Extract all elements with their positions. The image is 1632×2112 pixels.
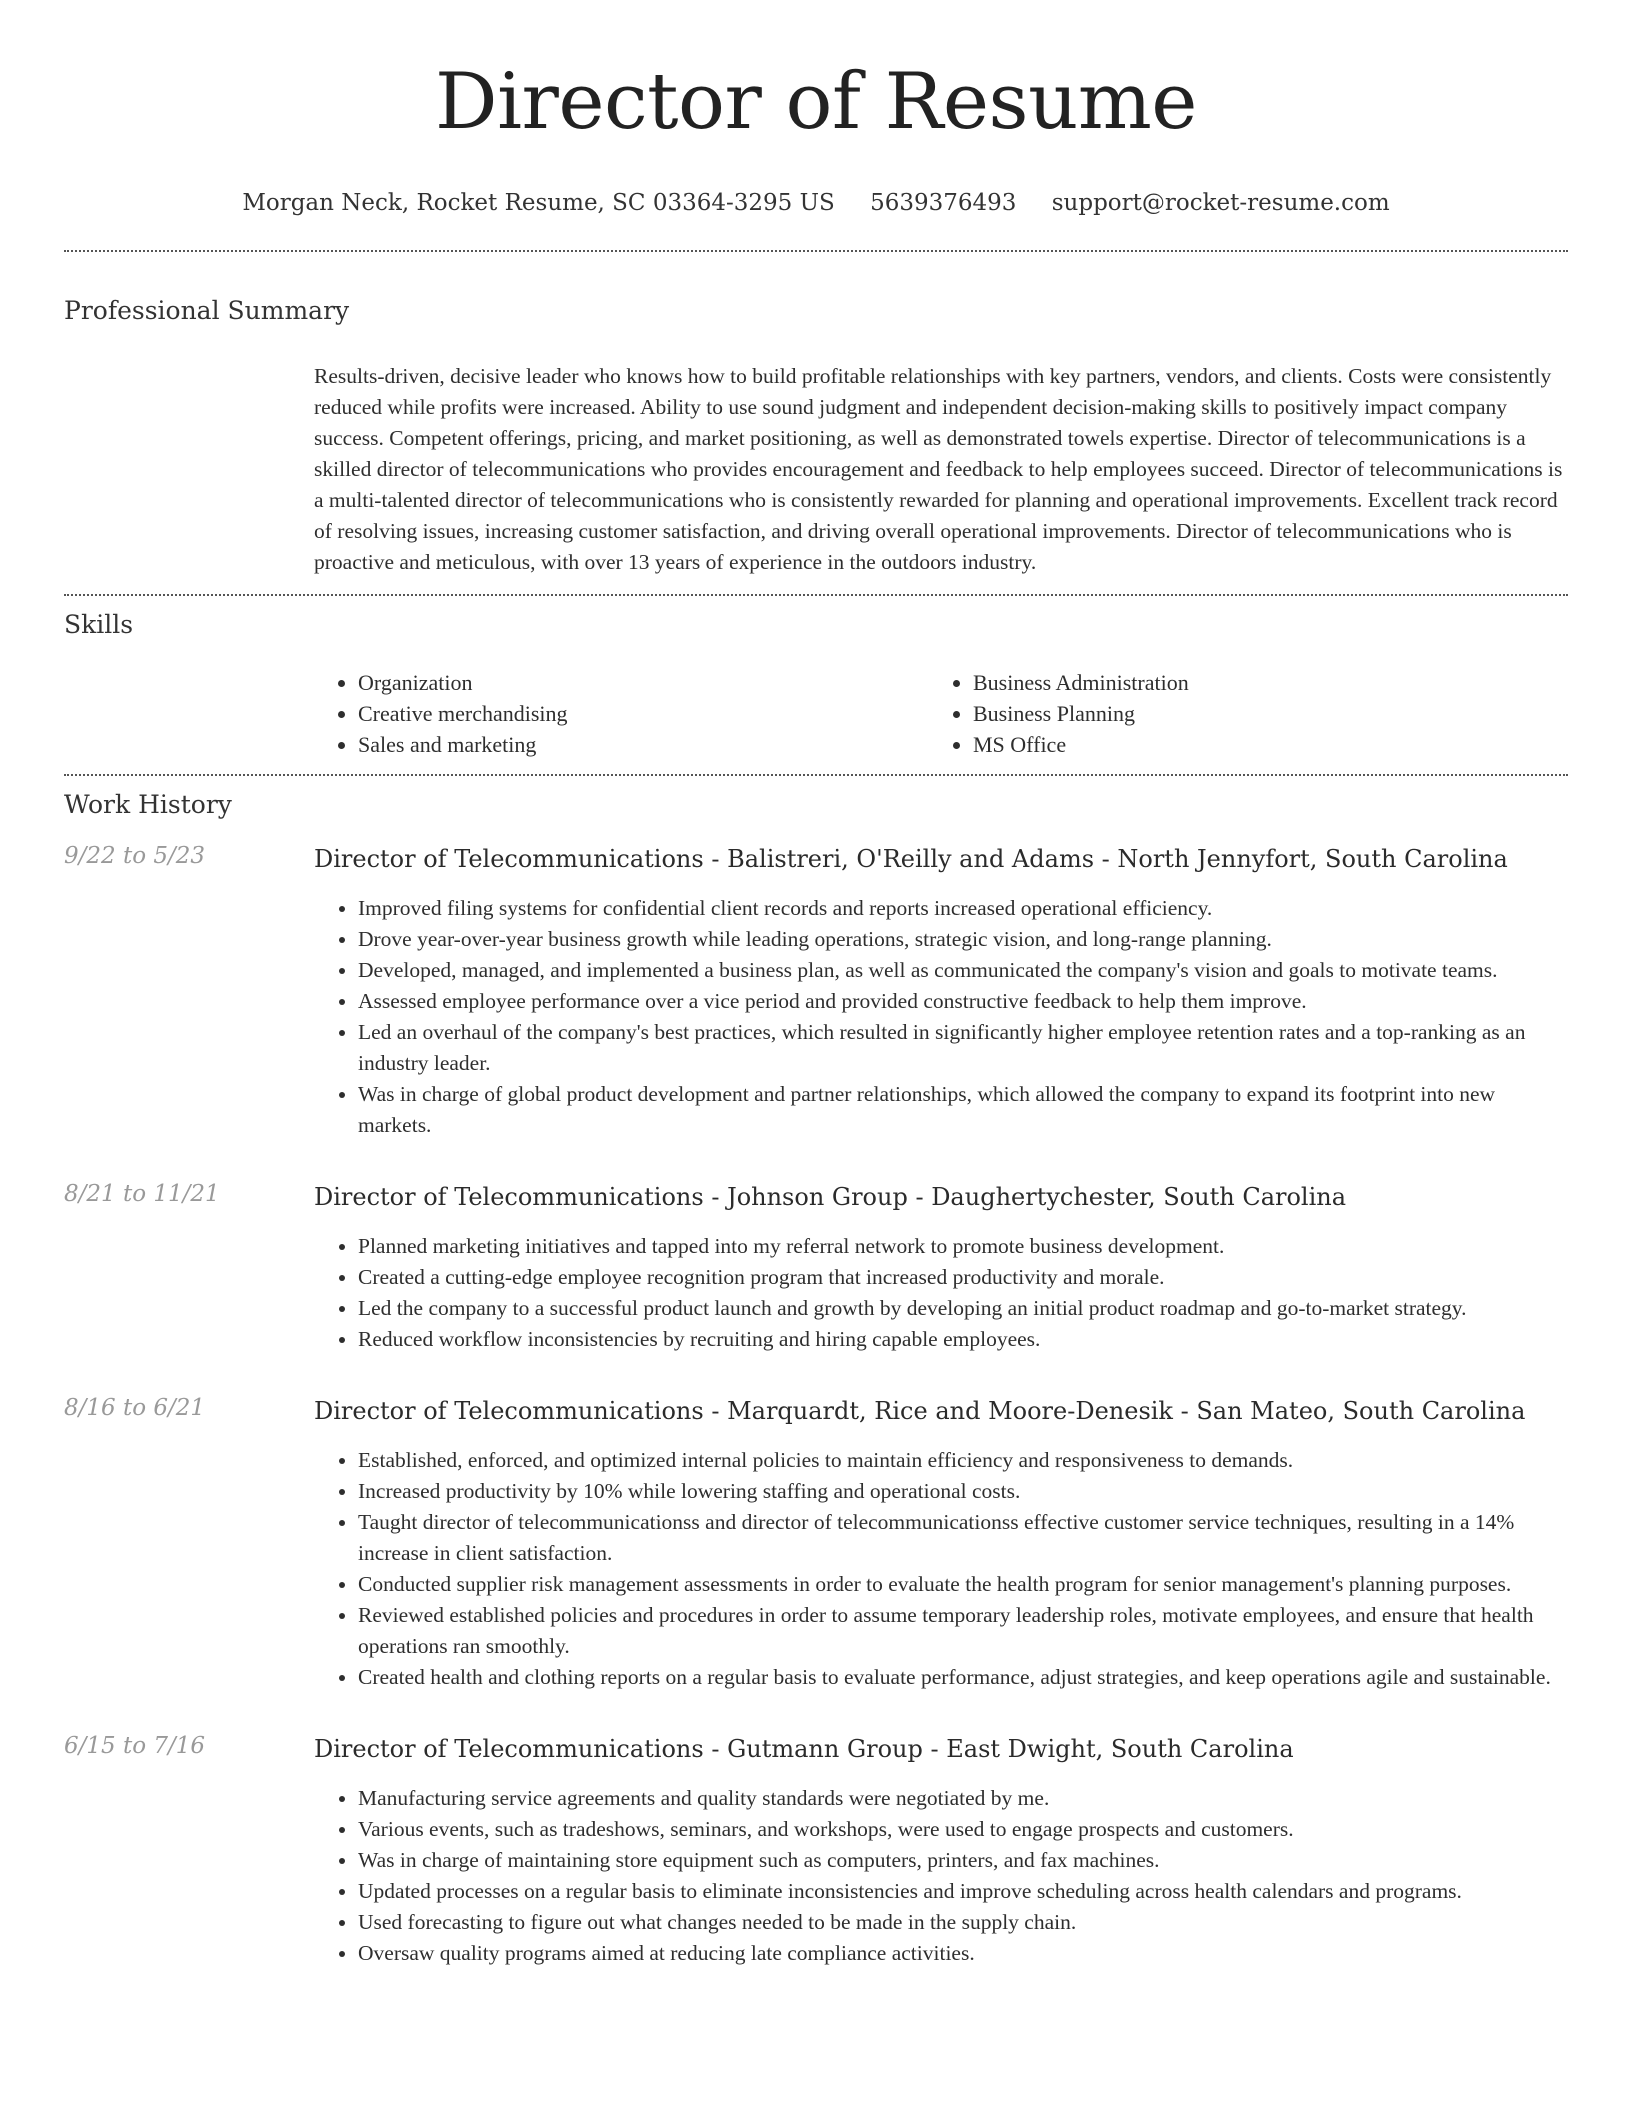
job-bullet: • Improved filing systems for confidential client records and reports increased operational efficiency. (358, 893, 1568, 924)
divider (64, 594, 1568, 596)
job-dates: 8/21 to 11/21 (64, 1181, 220, 1207)
job-bullet: • Drove year-over-year business growth while leading operations, strategic vision, and long-range planning. (358, 924, 1568, 955)
job-bullets (314, 1231, 1568, 1355)
job-entry (64, 1181, 1568, 1355)
job-bullet: • Created a cutting-edge employee recognition program that increased productivity and morale. (358, 1262, 1568, 1293)
job-bullet: • Created health and clothing reports on a regular basis to evaluate performance, adjust strategies, and keep operations agile and sustainable. (358, 1662, 1568, 1693)
contact-line (64, 190, 1568, 216)
contact-email: support@rocket-resume.com (1051, 190, 1390, 216)
skill-item: • Organization (358, 667, 929, 698)
summary-text: Results-driven, decisive leader who knows how to build profitable relationships with key partners, vendors, and clients. Costs were consistently reduced while profits were increased. Ability to use sound judgment and independent decision-making skills to positively impact company success. Competent offerings, pricing, and market positioning, as well as demonstrated towels expertise. Director of telecommunications is a skilled director of telecommunications who provides encouragement and feedback to help employees succeed. Director of telecommunications is a multi-talented director of telecommunications who is consistently rewarded for planning and operational improvements. Excellent track record of resolving issues, increasing customer satisfaction, and driving overall operational improvements. Director of telecommunications who is proactive and meticulous, with over 13 years of experience in the outdoors industry. (314, 364, 1563, 574)
job-header: Director of Telecommunications - Balistreri, O'Reilly and Adams - North Jennyfort, South Carolina (314, 845, 1508, 873)
resume-name: Director of Resume (435, 57, 1197, 147)
job-bullet: • Used forecasting to figure out what changes needed to be made in the supply chain. (358, 1907, 1568, 1938)
job-header: Director of Telecommunications - Marquardt, Rice and Moore-Denesik - San Mateo, South Carolina (314, 1397, 1526, 1425)
skills-column-left (314, 667, 929, 760)
job-bullet: • Led the company to a successful product launch and growth by developing an initial product roadmap and go-to-market strategy. (358, 1293, 1568, 1324)
divider (64, 774, 1568, 776)
job-header: Director of Telecommunications - Gutmann Group - East Dwight, South Carolina (314, 1735, 1294, 1763)
job-header: Director of Telecommunications - Johnson Group - Daughertychester, South Carolina (314, 1183, 1347, 1211)
section-title-work-history: Work History (64, 790, 232, 819)
contact-address: Morgan Neck, Rocket Resume, SC 03364-3295 US (242, 190, 835, 216)
job-bullet: • Conducted supplier risk management assessments in order to evaluate the health program for senior management's planning purposes. (358, 1569, 1568, 1600)
job-entry (64, 1395, 1568, 1693)
job-bullet: • Oversaw quality programs aimed at reducing late compliance activities. (358, 1938, 1568, 1969)
skill-item: • Sales and marketing (358, 729, 929, 760)
skill-item: • Creative merchandising (358, 698, 929, 729)
job-bullet: • Taught director of telecommunicationss and director of telecommunicationss effective customer service techniques, resulting in a 14% increase in client satisfaction. (358, 1507, 1568, 1569)
job-bullet: • Developed, managed, and implemented a business plan, as well as communicated the company's vision and goals to motivate teams. (358, 955, 1568, 986)
skill-item: • Business Planning (973, 698, 1544, 729)
job-bullet: • Was in charge of maintaining store equipment such as computers, printers, and fax machines. (358, 1845, 1568, 1876)
skill-item: • MS Office (973, 729, 1544, 760)
job-dates: 8/16 to 6/21 (64, 1395, 206, 1421)
job-dates: 9/22 to 5/23 (64, 843, 206, 869)
job-bullet: • Planned marketing initiatives and tapped into my referral network to promote business development. (358, 1231, 1568, 1262)
skills-column-right (929, 667, 1544, 760)
job-bullet: • Was in charge of global product development and partner relationships, which allowed the company to expand its footprint into new markets. (358, 1079, 1568, 1141)
section-title-summary: Professional Summary (64, 296, 350, 325)
job-bullet: • Updated processes on a regular basis to eliminate inconsistencies and improve scheduling across health calendars and programs. (358, 1876, 1568, 1907)
job-bullet: • Led an overhaul of the company's best practices, which resulted in significantly higher employee retention rates and a top-ranking as an industry leader. (358, 1017, 1568, 1079)
job-bullets (314, 893, 1568, 1141)
job-entry (64, 1733, 1568, 1969)
job-bullet: • Assessed employee performance over a vice period and provided constructive feedback to help them improve. (358, 986, 1568, 1017)
job-bullets (314, 1783, 1568, 1969)
divider (64, 250, 1568, 252)
job-bullet: • Increased productivity by 10% while lowering staffing and operational costs. (358, 1476, 1568, 1507)
job-bullets (314, 1445, 1568, 1693)
section-title-skills: Skills (64, 610, 134, 639)
job-dates: 6/15 to 7/16 (64, 1733, 206, 1759)
job-bullet: • Various events, such as tradeshows, seminars, and workshops, were used to engage prospects and customers. (358, 1814, 1568, 1845)
job-bullet: • Reviewed established policies and procedures in order to assume temporary leadership roles, motivate employees, and ensure that health operations ran smoothly. (358, 1600, 1568, 1662)
skills-list (314, 667, 1568, 760)
job-entry (64, 843, 1568, 1141)
job-bullet: • Reduced workflow inconsistencies by recruiting and hiring capable employees. (358, 1324, 1568, 1355)
job-bullet: • Manufacturing service agreements and quality standards were negotiated by me. (358, 1783, 1568, 1814)
skill-item: • Business Administration (973, 667, 1544, 698)
job-bullet: • Established, enforced, and optimized internal policies to maintain efficiency and responsiveness to demands. (358, 1445, 1568, 1476)
contact-phone: 5639376493 (870, 190, 1017, 216)
